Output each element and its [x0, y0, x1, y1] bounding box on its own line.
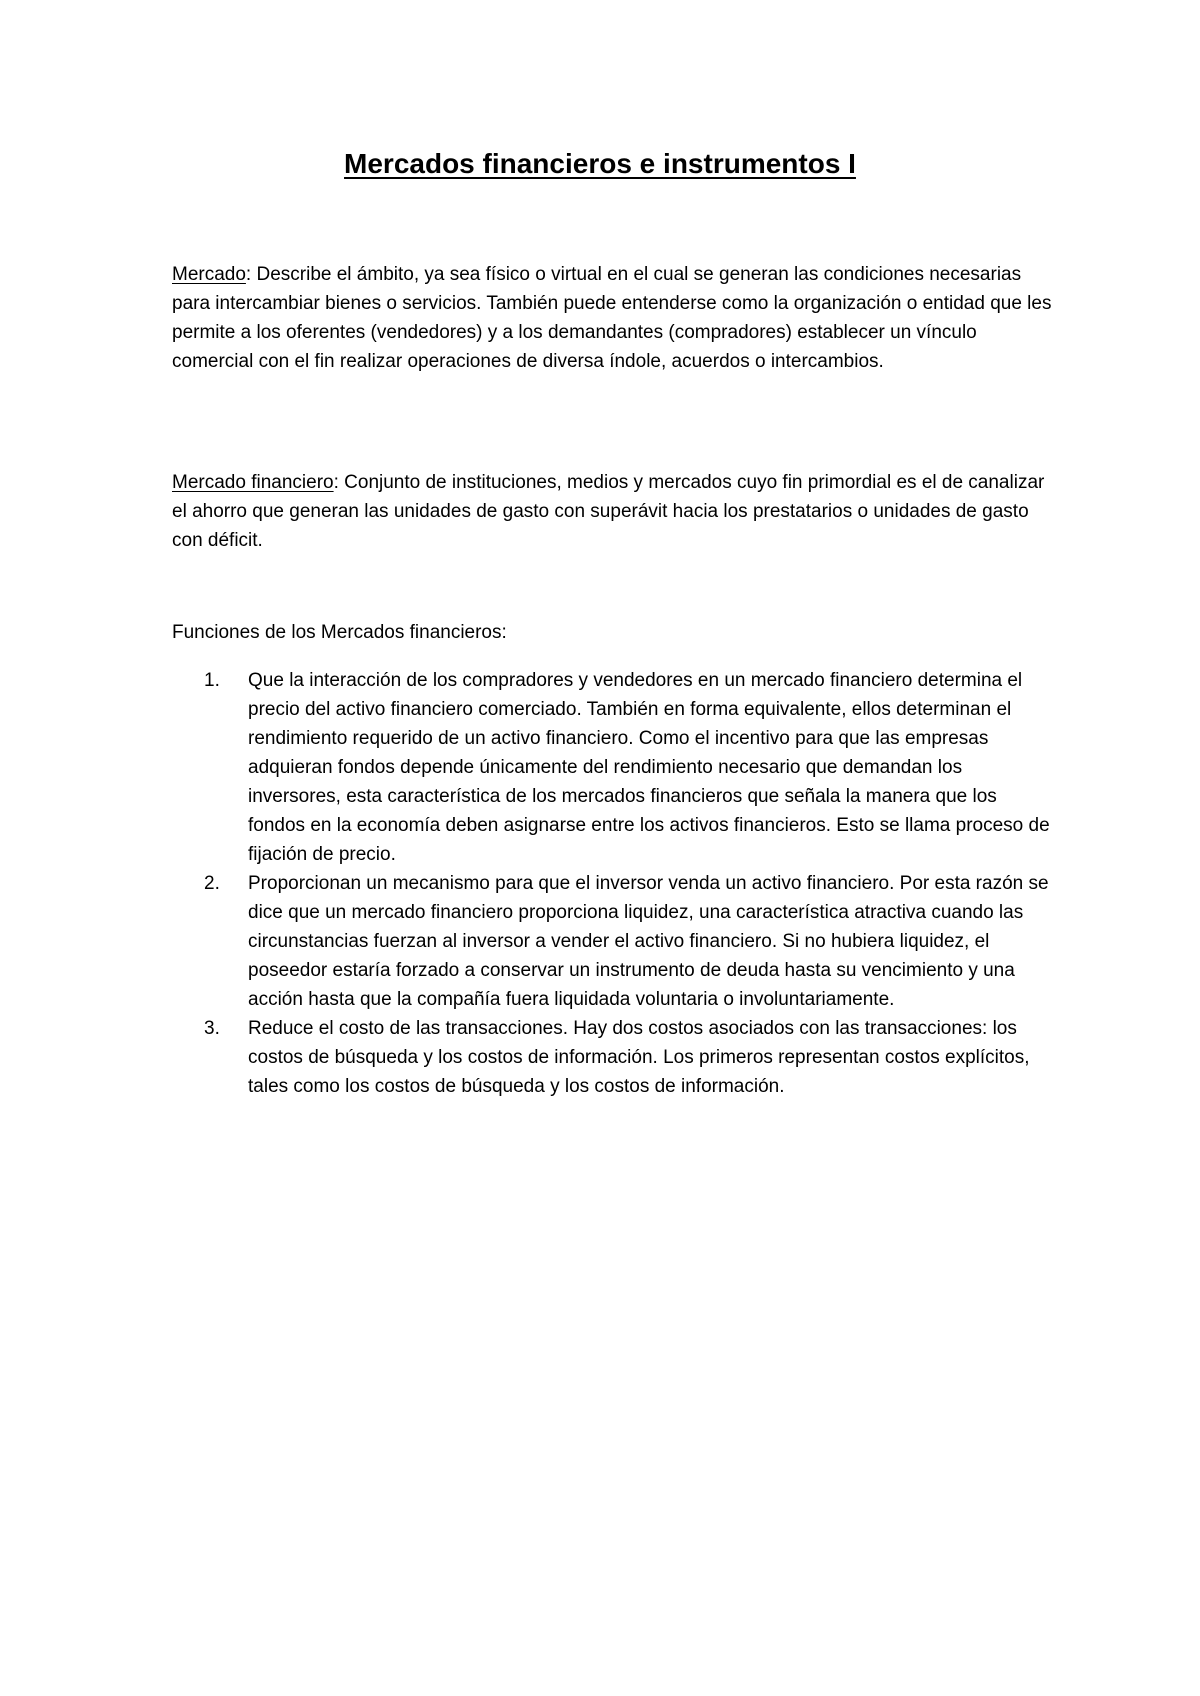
list-item [172, 1014, 1052, 1101]
mercado-financiero-term: Mercado financiero [172, 472, 334, 493]
mercado-financiero-definition: Conjunto de instituciones, medios y mercados cuyo fin primordial es el de canalizar el ahorro que generan las unidades de gasto con superávit hacia los prestatarios o unidades de gasto con déficit. [172, 472, 1045, 551]
funciones-list [172, 666, 1052, 1101]
mercado-financiero-colon: : [333, 472, 339, 493]
list-item-text: Proporcionan un mecanismo para que el inversor venda un activo financiero. Por esta razón se dice que un mercado financiero proporciona liquidez, una característica atractiva cuando las circunstancias fuerzan al inversor a vender el activo financiero. Si no hubiera liquidez, el poseedor estaría forzado a conservar un instrumento de deuda hasta su vencimiento y una acción hasta que la compañía fuera liquidada voluntaria o involuntariamente. [248, 873, 1049, 1010]
document-title: Mercados financieros e instrumentos I [344, 148, 856, 179]
funciones-heading: Funciones de los Mercados financieros: [172, 622, 507, 643]
list-item-text: Que la interacción de los compradores y vendedores en un mercado financiero determina el precio del activo financiero comerciado. También en forma equivalente, ellos determinan el rendimiento requerido de un activo financiero. Como el incentivo para que las empresas adquieran fondos depende únicamente del rendimiento necesario que demandan los inversores, esta característica de los mercados financieros que señala la manera que los fondos en la economía deben asignarse entre los activos financieros. Esto se llama proceso de fijación de precio. [248, 670, 1050, 865]
mercado-financiero-paragraph [172, 468, 1052, 555]
list-item-number: 2. [204, 873, 220, 894]
list-item-number: 3. [204, 1018, 220, 1039]
list-item-text: Reduce el costo de las transacciones. Hay dos costos asociados con las transacciones: los costos de búsqueda y los costos de información. Los primeros representan costos explícitos, tales como los costos de búsqueda y los costos de información. [248, 1018, 1030, 1097]
list-item [172, 869, 1052, 1014]
list-item-number: 1. [204, 670, 220, 691]
mercado-colon: : [245, 264, 252, 285]
mercado-paragraph [172, 260, 1052, 376]
mercado-definition: Describe el ámbito, ya sea físico o virtual en el cual se generan las condiciones necesarias para intercambiar bienes o servicios. También puede entenderse como la organización o entidad que les permite a los oferentes (vendedores) y a los demandantes (compradores) establecer un vínculo comercial con el fin realizar operaciones de diversa índole, acuerdos o intercambios. [172, 264, 1052, 372]
list-item [172, 666, 1052, 869]
mercado-term: Mercado [172, 264, 246, 285]
